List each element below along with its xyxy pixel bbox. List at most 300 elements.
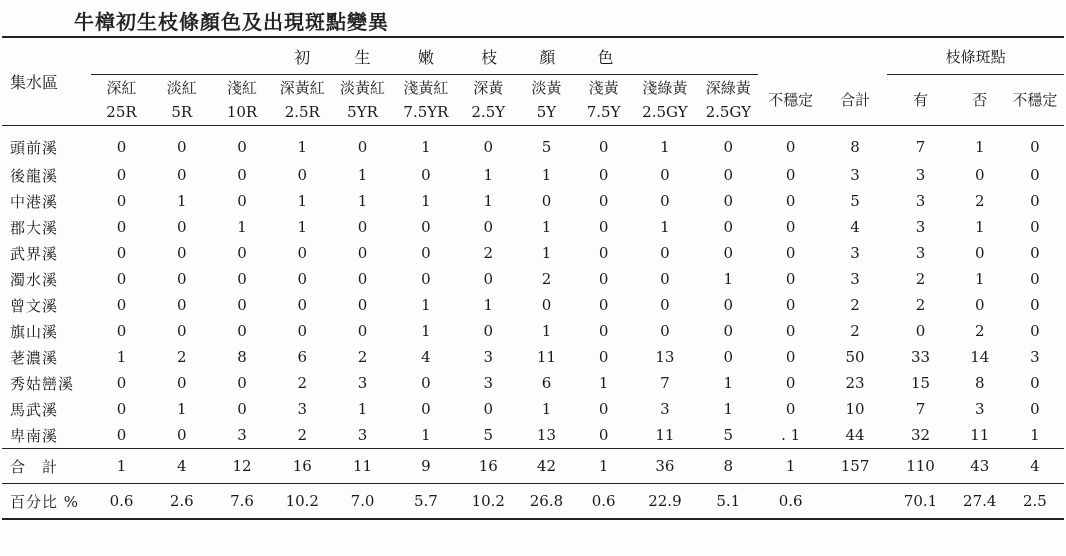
column-header-name: 合計	[840, 90, 871, 109]
column-header-name: 淡紅	[166, 79, 197, 97]
table-cell: 2	[297, 374, 308, 392]
table-cell: 2	[850, 322, 860, 340]
table-cell: 0	[598, 322, 609, 340]
table-cell: 6	[297, 348, 308, 366]
table-cell: 16	[459, 449, 517, 484]
table-cell: 0.6	[91, 484, 151, 520]
table-cell: 0	[660, 192, 670, 210]
table-cell: 1	[758, 449, 822, 484]
table-cell: 0	[723, 138, 734, 156]
table-cell: 0	[723, 166, 734, 184]
table-cell: 0	[116, 244, 127, 262]
table-cell: 0	[116, 400, 127, 418]
table-cell: 0	[176, 138, 187, 156]
table-cell: 0	[421, 270, 431, 288]
table-cell: 3	[915, 218, 926, 236]
table-cell: 50	[845, 348, 865, 366]
table-cell: 5	[723, 426, 734, 444]
table-cell: 5	[850, 192, 860, 210]
table-cell: 2	[915, 270, 926, 288]
table-cell: 5	[541, 138, 552, 156]
table-cell: 1	[541, 166, 552, 184]
table-cell: 7	[915, 138, 926, 156]
table-cell: 0	[785, 322, 796, 340]
table-cell: 0	[723, 348, 734, 366]
table-cell: 0	[723, 218, 734, 236]
table-cell: 0	[974, 296, 985, 314]
table-cell: 4	[152, 449, 212, 484]
table-cell: 0	[1030, 374, 1040, 392]
column-header	[272, 75, 332, 126]
table-cell: 0	[598, 296, 609, 314]
table-cell: 3	[850, 244, 860, 262]
table-cell: 0	[483, 218, 494, 236]
table-cell: 1	[723, 374, 734, 392]
table-cell: 0	[176, 322, 187, 340]
table-cell: 10.2	[459, 484, 517, 520]
column-header	[91, 75, 151, 126]
column-header-code: 7.5Y	[586, 103, 621, 121]
column-header	[576, 75, 632, 126]
column-header	[632, 75, 699, 126]
table-cell: 3	[915, 192, 926, 210]
header-row-columns	[2, 75, 1064, 126]
table-cell: 0	[660, 244, 670, 262]
table-cell: 22.9	[632, 484, 699, 520]
table-cell: 0	[974, 244, 985, 262]
percent-label: 百分比 %	[2, 484, 91, 520]
table-cell: 3	[357, 374, 368, 392]
column-header-name: 淺黃紅	[403, 79, 449, 97]
table-cell: 0	[598, 244, 609, 262]
table-row	[2, 292, 1064, 318]
table-cell: 0	[660, 322, 670, 340]
basin-name: 武界溪	[10, 244, 59, 263]
table-cell: 0	[598, 426, 609, 444]
basin-name: 卑南溪	[10, 426, 59, 445]
table-cell: 0	[1030, 244, 1040, 262]
table-cell: 2	[850, 296, 860, 314]
basin-name: 秀姑巒溪	[10, 374, 75, 393]
group-color-char: 生	[354, 47, 371, 67]
table-cell: 0	[176, 374, 187, 392]
table-cell: 1	[483, 296, 494, 314]
table-cell: 3	[915, 244, 926, 262]
table-cell: 5	[483, 426, 494, 444]
column-header-name: 深紅	[106, 79, 137, 97]
basin-name: 旗山溪	[10, 322, 59, 341]
group-spot-header: 枝條斑點	[887, 38, 1064, 75]
table-cell: 157	[823, 449, 887, 484]
table-cell: 0	[785, 348, 796, 366]
data-table	[2, 36, 1064, 520]
total-row	[2, 449, 1064, 484]
column-header	[954, 75, 1006, 126]
table-cell: 0	[421, 374, 431, 392]
table-cell: 0	[483, 270, 494, 288]
table-cell: 16	[272, 449, 332, 484]
table-cell: 0	[357, 138, 368, 156]
table-cell: 44	[845, 426, 865, 444]
table-cell: 1	[357, 192, 368, 210]
table-title: 牛樟初生枝條顏色及出現斑點變異	[74, 10, 389, 34]
table-cell: 7	[660, 374, 670, 392]
table-cell: 36	[632, 449, 699, 484]
column-header	[459, 75, 517, 126]
column-header-code: 2.5GY	[705, 103, 752, 121]
table-cell: 0	[723, 322, 734, 340]
table-cell: 26.8	[517, 484, 575, 520]
table-cell: 0	[176, 218, 187, 236]
table-cell: 14	[970, 348, 990, 366]
table-cell: 2	[541, 270, 552, 288]
table-cell: 0	[785, 296, 796, 314]
column-header	[517, 75, 575, 126]
total-label: 合 計	[2, 449, 91, 484]
table-cell: 1	[598, 374, 609, 392]
table-cell: 0	[598, 166, 609, 184]
table-cell: 11	[970, 426, 990, 444]
column-header	[212, 75, 272, 126]
table-cell: 0	[785, 192, 796, 210]
table-cell: 0	[237, 374, 247, 392]
table-cell: 1	[541, 322, 552, 340]
table-cell: 10	[845, 400, 865, 418]
table-cell: 0	[660, 270, 670, 288]
table-cell: 3	[850, 166, 860, 184]
group-color-char: 顏	[539, 47, 556, 67]
column-header	[152, 75, 212, 126]
table-cell: 0	[237, 270, 247, 288]
table-cell: 1	[483, 166, 494, 184]
table-cell: 1	[116, 348, 127, 366]
table-cell: 1	[541, 218, 552, 236]
column-header-code: 5R	[171, 103, 193, 121]
table-cell: 70.1	[887, 484, 954, 520]
group-color-char: 嫩	[417, 47, 434, 67]
table-cell: 9	[393, 449, 460, 484]
table-cell: 0	[357, 322, 368, 340]
basin-name: 郡大溪	[10, 218, 59, 237]
column-header-code: 25R	[106, 103, 137, 121]
table-cell: 0	[541, 192, 552, 210]
column-header-code: 2.5GY	[642, 103, 688, 121]
table-cell: 0	[421, 244, 431, 262]
table-cell: 0	[723, 244, 734, 262]
basin-name: 馬武溪	[10, 400, 59, 419]
table-cell: 1	[91, 449, 151, 484]
table-cell: 23	[845, 374, 865, 392]
table-cell: 0	[297, 244, 308, 262]
table-cell: 1	[483, 192, 494, 210]
table-row	[2, 126, 1064, 163]
table-row	[2, 188, 1064, 214]
table-cell: 0	[116, 192, 127, 210]
table-cell: 0	[176, 270, 187, 288]
table-cell: 1	[541, 400, 552, 418]
table-cell: 13	[536, 426, 557, 444]
table-cell: 43	[954, 449, 1006, 484]
table-cell: 12	[212, 449, 272, 484]
table-row	[2, 422, 1064, 449]
table-cell: 3	[1030, 348, 1040, 366]
percent-row	[2, 484, 1064, 520]
table-cell: 1	[974, 270, 985, 288]
table-cell: 5.1	[698, 484, 758, 520]
table-cell: 0	[237, 138, 247, 156]
table-cell: 3	[357, 426, 368, 444]
table-row	[2, 344, 1064, 370]
table-cell: 0	[1030, 138, 1040, 156]
table-cell: 2	[357, 348, 368, 366]
table-cell: 2	[974, 322, 985, 340]
table-cell: 1	[723, 400, 734, 418]
table-cell: 1	[297, 218, 308, 236]
table-cell: 0	[785, 166, 796, 184]
column-header	[1006, 75, 1064, 126]
table-cell: 0	[785, 218, 796, 236]
table-cell: 2	[483, 244, 494, 262]
column-header-name: 有	[913, 91, 929, 109]
table-row	[2, 370, 1064, 396]
column-header-code: 2.5R	[284, 103, 320, 121]
table-cell: 0	[116, 270, 127, 288]
table-cell: 1	[660, 218, 670, 236]
table-cell: 0	[297, 296, 308, 314]
column-header-name: 深黃	[473, 79, 504, 97]
table-row	[2, 214, 1064, 240]
table-cell: 3	[915, 166, 926, 184]
table-cell: 0	[357, 296, 368, 314]
table-row	[2, 318, 1064, 344]
group-color-char: 枝	[481, 47, 498, 67]
column-header	[393, 75, 460, 126]
table-cell: 8	[974, 374, 985, 392]
table-cell: 3	[850, 270, 860, 288]
table-cell: 0	[785, 138, 796, 156]
table-row	[2, 162, 1064, 188]
table-cell: 1	[176, 192, 187, 210]
table-cell: 0	[723, 296, 734, 314]
table-cell: 1	[541, 244, 552, 262]
table-cell: 0	[357, 244, 368, 262]
table-cell: 0	[785, 374, 796, 392]
table-cell: 0	[116, 322, 127, 340]
data-body	[2, 126, 1064, 449]
table-row	[2, 396, 1064, 422]
group-color-char: 初	[294, 47, 311, 67]
column-header-name: 深黃紅	[279, 79, 325, 97]
header-row-groups	[2, 38, 1064, 75]
column-header-name: 淡黃	[531, 79, 562, 97]
table-cell: 0	[785, 270, 796, 288]
table-cell: 0	[483, 138, 494, 156]
table-cell: 1	[357, 166, 368, 184]
table-cell: 0	[237, 400, 247, 418]
basin-name: 曾文溪	[10, 296, 59, 315]
column-header	[332, 75, 392, 126]
column-header-name: 淺黃	[588, 79, 619, 97]
table-cell: 0	[176, 296, 187, 314]
table-cell: 0	[1030, 296, 1040, 314]
table-cell: 0	[421, 166, 431, 184]
column-header-code: 5Y	[536, 103, 557, 121]
table-cell: 0	[357, 270, 368, 288]
table-cell: 11	[332, 449, 392, 484]
table-row	[2, 266, 1064, 292]
table-cell: 0	[660, 166, 670, 184]
table-cell: 0	[176, 426, 187, 444]
table-cell: 8	[850, 138, 860, 156]
table-cell: 0	[598, 270, 609, 288]
table-cell: 1	[660, 138, 670, 156]
table-cell: 2	[915, 296, 926, 314]
table-cell: 4	[850, 218, 860, 236]
table-cell: 3	[297, 400, 308, 418]
table-cell: 0	[1030, 322, 1040, 340]
table-cell: 0	[598, 400, 609, 418]
table-cell: 1	[421, 296, 431, 314]
table-cell: 1	[421, 192, 431, 210]
table-cell: 2	[974, 192, 985, 210]
table-cell: 0	[116, 138, 127, 156]
table-cell: 8	[237, 348, 247, 366]
table-cell: 0.6	[758, 484, 822, 520]
table-cell: 0	[116, 374, 127, 392]
table-cell: 0	[598, 138, 609, 156]
table-cell: 0	[421, 400, 431, 418]
table-cell: 8	[698, 449, 758, 484]
table-cell: 0	[541, 296, 552, 314]
column-header	[823, 75, 887, 126]
column-header	[758, 75, 822, 126]
table-cell: 42	[517, 449, 575, 484]
table-cell: 2	[297, 426, 308, 444]
table-cell: 2.6	[152, 484, 212, 520]
table-cell: 1	[421, 322, 431, 340]
table-cell: 0	[237, 166, 247, 184]
table-cell: 1	[297, 192, 308, 210]
table-cell: 0	[116, 218, 127, 236]
table-cell: 0	[974, 166, 985, 184]
table-cell: 7	[915, 400, 926, 418]
table-cell: 1	[176, 400, 187, 418]
table-cell: 1	[576, 449, 632, 484]
table-cell: 1	[421, 426, 431, 444]
column-header-name: 淺綠黃	[642, 79, 688, 97]
basin-name: 頭前溪	[10, 138, 59, 157]
column-header-name: 深綠黃	[705, 79, 751, 97]
column-header-name: 不穩定	[768, 90, 814, 109]
basin-header: 集水區	[10, 73, 59, 92]
table-cell: 0	[785, 244, 796, 262]
table-cell: 1	[974, 218, 985, 236]
column-header-name: 不穩定	[1012, 91, 1058, 109]
column-header-name: 淡黃紅	[340, 79, 386, 97]
table-cell: 0	[598, 348, 609, 366]
table-cell: 0	[237, 296, 247, 314]
table-cell: 0	[660, 296, 670, 314]
table-cell: 0	[357, 218, 368, 236]
table-cell: 1	[357, 400, 368, 418]
table-cell: 5.7	[393, 484, 460, 520]
table-cell: 0.6	[576, 484, 632, 520]
basin-name: 濁水溪	[10, 270, 59, 289]
table-cell: 13	[655, 348, 675, 366]
table-cell: 0	[176, 244, 187, 262]
table-cell: 0	[483, 322, 494, 340]
table-cell: 0	[116, 166, 127, 184]
table-cell: 27.4	[954, 484, 1006, 520]
table-cell: 6	[541, 374, 552, 392]
table-cell: 0	[1030, 218, 1040, 236]
column-header	[698, 75, 758, 126]
table-cell: 0	[237, 244, 247, 262]
table-cell: 0	[1030, 192, 1040, 210]
table-cell: 0	[723, 192, 734, 210]
table-cell: 0	[297, 166, 308, 184]
table-cell: 0	[598, 192, 609, 210]
table-cell: 3	[660, 400, 670, 418]
basin-name: 中港溪	[10, 192, 59, 211]
table-cell: 4	[1006, 449, 1064, 484]
table-cell: 7.6	[212, 484, 272, 520]
table-cell: 0	[1030, 166, 1040, 184]
group-color-char: 色	[597, 47, 614, 67]
column-header	[887, 75, 954, 126]
table-cell: 2	[176, 348, 187, 366]
table-cell: 0	[915, 322, 926, 340]
table-cell: 11	[536, 348, 557, 366]
table-row	[2, 240, 1064, 266]
table-cell: 1	[421, 138, 431, 156]
table-cell: 3	[483, 374, 494, 392]
table-cell	[823, 484, 887, 520]
table-cell: 1	[297, 138, 308, 156]
column-header-code: 5YR	[347, 103, 378, 121]
column-header-name: 淺紅	[227, 79, 258, 97]
column-header-code: 2.5Y	[471, 103, 506, 121]
table-cell: 0	[116, 296, 127, 314]
table-cell: 2.5	[1006, 484, 1064, 520]
table-cell: 3	[483, 348, 494, 366]
basin-name: 後龍溪	[10, 166, 59, 185]
table-cell: 0	[1030, 270, 1040, 288]
table-cell: 1	[237, 218, 247, 236]
table-cell: 0	[598, 218, 609, 236]
table-cell: 0	[297, 270, 308, 288]
table-cell: 33	[910, 348, 931, 366]
table-cell: 4	[421, 348, 431, 366]
table-cell: 1	[1030, 426, 1040, 444]
table-cell: 32	[910, 426, 931, 444]
table-cell: 1	[974, 138, 985, 156]
table-cell: 0	[116, 426, 127, 444]
table-cell: 1	[723, 270, 734, 288]
table-cell: 11	[655, 426, 675, 444]
basin-name: 荖濃溪	[10, 348, 59, 367]
table-cell: 110	[887, 449, 954, 484]
column-header-code: 7.5YR	[403, 103, 449, 121]
table-cell: 0	[483, 400, 494, 418]
table-cell: 10.2	[272, 484, 332, 520]
column-header-name: 否	[972, 91, 988, 109]
column-header-code: 10R	[226, 103, 258, 121]
table-cell: 0	[237, 192, 247, 210]
table-cell: 0	[176, 166, 187, 184]
table-cell: 0	[297, 322, 308, 340]
table-cell: 0	[237, 322, 247, 340]
